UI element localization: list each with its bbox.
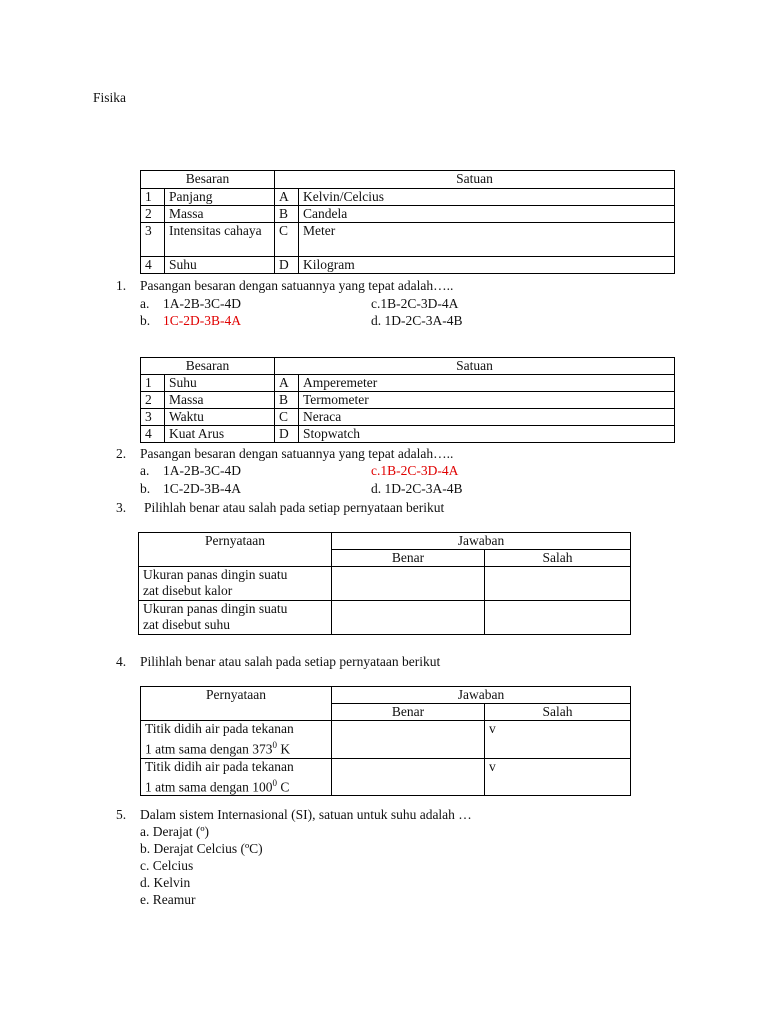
header-pernyataan: Pernyataan (139, 533, 332, 567)
salah-cell[interactable]: v (485, 758, 631, 796)
besaran-cell: Massa (165, 206, 275, 223)
table-row (141, 223, 675, 257)
letter-cell: D (275, 257, 299, 274)
option-a: a. Derajat (º) (140, 824, 210, 839)
salah-cell[interactable] (485, 567, 631, 601)
salah-cell[interactable] (485, 601, 631, 635)
satuan-cell: Kelvin/Celcius (299, 189, 675, 206)
salah-cell[interactable]: v (485, 721, 631, 759)
row-number: 3 (141, 409, 165, 426)
option-a-text: 1A-2B-3C-4D (163, 296, 241, 311)
question-3-number: 3. (116, 500, 127, 515)
table-row (141, 758, 631, 796)
table-row (141, 189, 675, 206)
header-satuan: Satuan (275, 171, 675, 189)
statement-line: 1 atm sama dengan 373 (145, 741, 273, 757)
degree-superscript: 0 (272, 740, 277, 750)
table-row (141, 257, 675, 274)
benar-cell[interactable] (332, 758, 485, 796)
satuan-cell: Meter (299, 223, 675, 257)
option-a-label: a. (140, 463, 150, 478)
benar-cell[interactable] (332, 601, 485, 635)
question-5-number: 5. (116, 807, 127, 822)
table-header-row (141, 171, 675, 189)
header-jawaban: Jawaban (332, 533, 631, 550)
besaran-cell: Waktu (165, 409, 275, 426)
question-1-text: Pasangan besaran dengan satuannya yang tepat adalah….. (140, 278, 454, 293)
table-besaran-satuan-1 (140, 170, 675, 274)
statement-cell (141, 721, 332, 759)
letter-cell: A (275, 375, 299, 392)
table-row (141, 206, 675, 223)
row-number: 2 (141, 206, 165, 223)
option-b-text-correct: 1C-2D-3B-4A (163, 313, 241, 328)
option-c-text-correct: c.1B-2C-3D-4A (371, 463, 459, 478)
table-header-row (141, 358, 675, 375)
besaran-cell: Intensitas cahaya (165, 223, 275, 257)
table-row (139, 567, 631, 601)
statement-cell (139, 601, 332, 635)
besaran-cell: Suhu (165, 375, 275, 392)
header-pernyataan: Pernyataan (141, 687, 332, 721)
table-row (141, 409, 675, 426)
besaran-cell: Suhu (165, 257, 275, 274)
header-besaran: Besaran (141, 358, 275, 375)
row-number: 1 (141, 189, 165, 206)
table-row (141, 375, 675, 392)
unit-text: K (276, 741, 291, 757)
option-d-text: d. 1D-2C-3A-4B (371, 481, 463, 496)
letter-cell: C (275, 223, 299, 257)
row-number: 2 (141, 392, 165, 409)
option-b: b. Derajat Celcius (ºC) (140, 841, 263, 856)
satuan-cell: Neraca (299, 409, 675, 426)
option-d: d. Kelvin (140, 875, 191, 890)
option-a-text: 1A-2B-3C-4D (163, 463, 241, 478)
statement-line: zat disebut suhu (143, 617, 230, 632)
row-number: 4 (141, 426, 165, 443)
option-e: e. Reamur (140, 892, 196, 907)
satuan-cell: Kilogram (299, 257, 675, 274)
letter-cell: A (275, 189, 299, 206)
row-number: 4 (141, 257, 165, 274)
option-a-label: a. (140, 296, 150, 311)
statement-line: Ukuran panas dingin suatu (143, 567, 288, 582)
besaran-cell: Kuat Arus (165, 426, 275, 443)
statement-line: Titik didih air pada tekanan (145, 721, 294, 736)
option-d-text: d. 1D-2C-3A-4B (371, 313, 463, 328)
header-besaran: Besaran (141, 171, 275, 189)
statement-cell (139, 567, 332, 601)
satuan-cell: Stopwatch (299, 426, 675, 443)
letter-cell: C (275, 409, 299, 426)
question-4-text: Pilihlah benar atau salah pada setiap pernyataan berikut (140, 654, 441, 669)
table-row (141, 721, 631, 759)
table-benar-salah-4 (140, 686, 631, 796)
option-b-text: 1C-2D-3B-4A (163, 481, 241, 496)
question-3-text: Pilihlah benar atau salah pada setiap pernyataan berikut (144, 500, 445, 515)
statement-line: zat disebut kalor (143, 583, 233, 598)
question-2-number: 2. (116, 446, 127, 461)
satuan-cell: Candela (299, 206, 675, 223)
besaran-cell: Massa (165, 392, 275, 409)
degree-superscript: 0 (272, 777, 277, 788)
table-row (141, 426, 675, 443)
table-row (141, 392, 675, 409)
option-c: c. Celcius (140, 858, 194, 873)
letter-cell: B (275, 392, 299, 409)
option-b-label: b. (140, 313, 151, 328)
page-title: Fisika (93, 90, 127, 105)
header-benar: Benar (332, 550, 485, 567)
header-salah: Salah (485, 550, 631, 567)
header-jawaban: Jawaban (332, 687, 631, 704)
question-1-number: 1. (116, 278, 127, 293)
satuan-cell: Termometer (299, 392, 675, 409)
statement-cell (141, 758, 332, 796)
header-salah: Salah (485, 704, 631, 721)
header-benar: Benar (332, 704, 485, 721)
row-number: 3 (141, 223, 165, 257)
table-header-row (141, 687, 631, 704)
letter-cell: B (275, 206, 299, 223)
table-besaran-satuan-2 (140, 357, 675, 443)
option-b-label: b. (140, 481, 151, 496)
option-c-text: c.1B-2C-3D-4A (371, 296, 459, 311)
table-benar-salah-3 (138, 532, 631, 635)
unit-text: C (276, 779, 290, 794)
table-header-row (139, 533, 631, 550)
statement-line: Titik didih air pada tekanan (145, 758, 294, 774)
row-number: 1 (141, 375, 165, 392)
benar-cell[interactable] (332, 567, 485, 601)
question-4-number: 4. (116, 654, 127, 669)
besaran-cell: Panjang (165, 189, 275, 206)
satuan-cell: Amperemeter (299, 375, 675, 392)
letter-cell: D (275, 426, 299, 443)
question-5-text: Dalam sistem Internasional (SI), satuan untuk suhu adalah … (140, 807, 472, 822)
statement-line: 1 atm sama dengan 100 (145, 779, 273, 794)
table-row (139, 601, 631, 635)
statement-line: Ukuran panas dingin suatu (143, 601, 288, 616)
benar-cell[interactable] (332, 721, 485, 759)
question-2-text: Pasangan besaran dengan satuannya yang tepat adalah….. (140, 446, 454, 461)
header-satuan: Satuan (275, 358, 675, 375)
